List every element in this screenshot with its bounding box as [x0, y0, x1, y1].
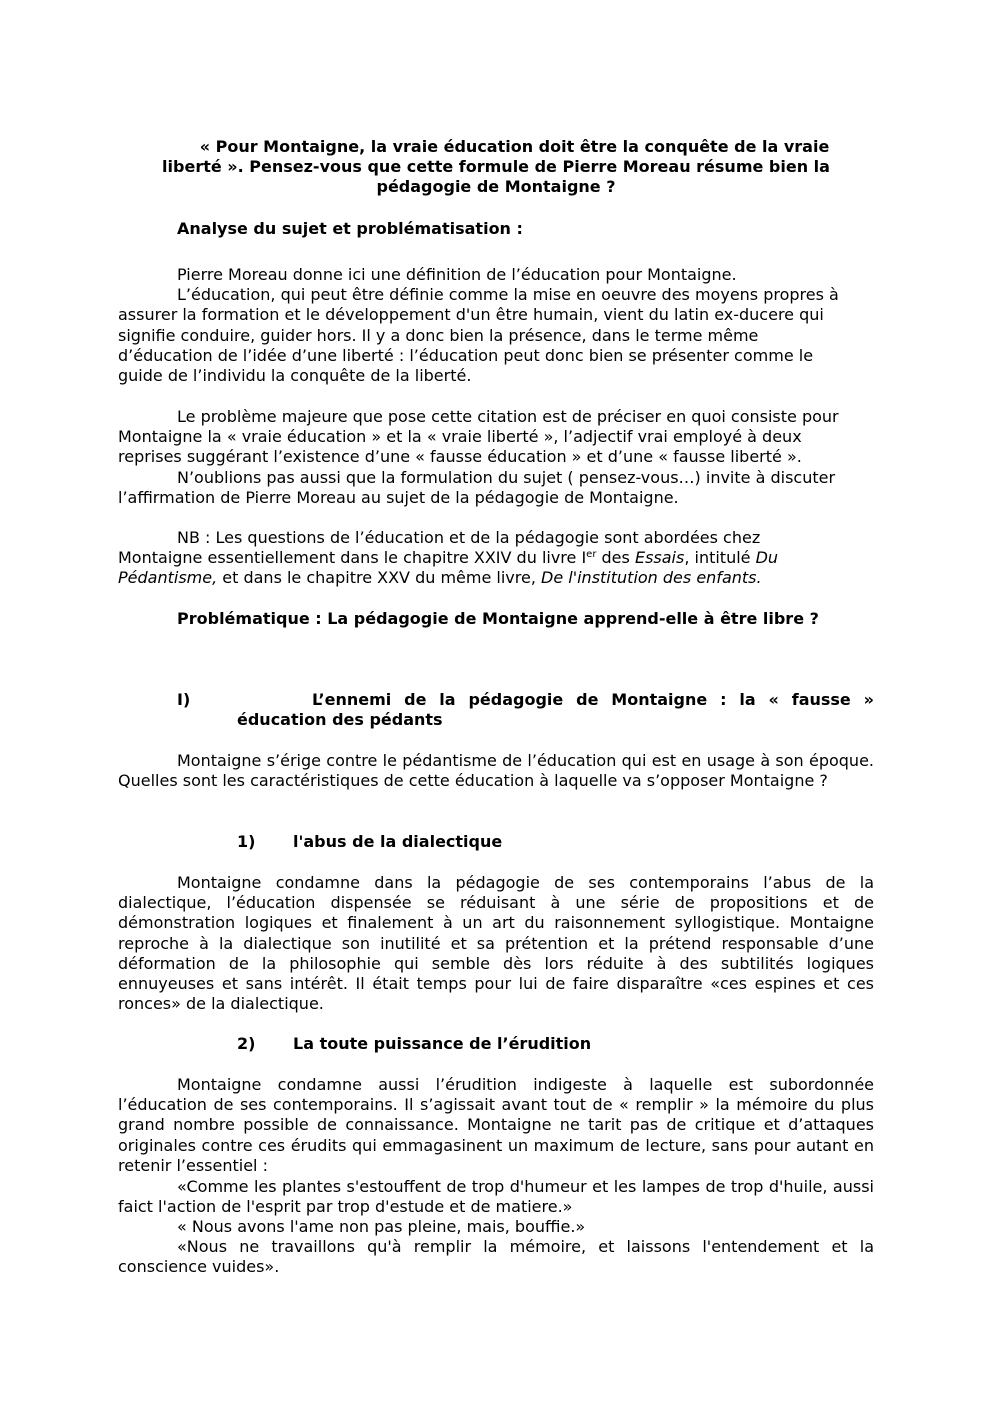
nb-chapter-title: De l'institution des enfants. — [541, 568, 762, 588]
quote-2: « Nous avons l'ame non pas pleine, mais, bouffie.» — [177, 1217, 586, 1236]
analysis-block — [118, 265, 874, 386]
nb-line — [118, 568, 874, 588]
title-line-3: pédagogie de Montaigne ? — [376, 177, 616, 197]
nb-text: des — [596, 548, 635, 568]
part1-number: I) — [177, 690, 191, 709]
nb-text: Montaigne essentiellement dans le chapitre XXIV du livre I — [118, 548, 587, 568]
nb-text: et dans le chapitre XXV du même livre, — [217, 568, 542, 588]
part1-title-line-1: L’ennemi de la pédagogie de Montaigne : la « fausse » — [312, 690, 874, 709]
subsection-2-number: 2) — [237, 1034, 256, 1053]
nb-essais-title: Essais — [634, 548, 685, 568]
part1-title — [237, 690, 874, 730]
essay-title — [118, 137, 874, 198]
analysis-line: Pierre Moreau donne ici une définition de l’éducation pour Montaigne. — [177, 265, 737, 284]
analysis-line: guide de l’individu la conquête de la liberté. — [118, 366, 472, 386]
analysis-line: assurer la formation et le développement d'un être humain, vient du latin ex-ducere qui — [118, 305, 824, 325]
problem-block — [118, 407, 874, 508]
nb-chapter-title: Du — [755, 548, 779, 568]
subsection-2-text: Montaigne condamne aussi l’érudition indigeste à laquelle est subordonnée l’éducation de ses contemporains. Il s’agissait avant tout de « remplir » la mémoire du plus grand nombre possible de connaissance. Montaigne ne tarit pas de critique et d’attaques originales contre ces érudits qui emmagasinent un maximum de lecture, sans pour autant en retenir l’essentiel : — [118, 1075, 874, 1175]
subsection-1-number: 1) — [237, 832, 256, 851]
title-line-1: « Pour Montaigne, la vraie éducation doit être la conquête de la vraie — [199, 137, 830, 156]
subsection-2-title: La toute puissance de l’érudition — [293, 1034, 592, 1053]
part1-title-line-2: éducation des pédants — [237, 710, 443, 730]
subsection-1-text: Montaigne condamne dans la pédagogie de ses contemporains l’abus de la dialectique, l’éducation dispensée se réduisant à une série de propositions et de démonstration logiques et finalement à un art du raisonnement syllogistique. Montaigne reproche à la dialectique son inutilité et sa prétention et la prétend responsable d’une déformation de la philosophie qui semble dès lors réduite à des subtilités logiques ennuyeuses et sans intérêt. Il était temps pour lui de faire disparaître «ces espines et ces ronces» de la dialectique. — [118, 873, 874, 1014]
analysis-line: L’éducation, qui peut être définie comme la mise en oeuvre des moyens propres à — [177, 285, 839, 305]
nb-superscript: er — [586, 549, 597, 561]
analysis-line: signifie conduire, guider hors. Il y a donc bien la présence, dans le terme même — [118, 325, 759, 345]
quote-3: «Nous ne travaillons qu'à remplir la mémoire, et laissons l'entendement et la conscience vuides». — [118, 1237, 874, 1277]
nb-line — [118, 548, 874, 568]
subsection-1-title: l'abus de la dialectique — [293, 832, 503, 851]
analysis-line: d’éducation de l’idée d’une liberté : l’éducation peut donc bien se présenter comme le — [118, 345, 814, 365]
problem-line: N’oublions pas aussi que la formulation du sujet ( pensez-vous…) invite à discuter — [177, 467, 836, 487]
problem-line: Le problème majeure que pose cette citation est de préciser en quoi consiste pour — [177, 407, 839, 426]
quote-1: «Comme les plantes s'estouffent de trop d'humeur et les lampes de trop d'huile, aussi faict l'action de l'esprit par trop d'estude et de matiere.» — [118, 1177, 874, 1217]
part1-intro: Montaigne s’érige contre le pédantisme de l’éducation qui est en usage à son époque. Quelles sont les caractéristiques de cette éducation à laquelle va s’opposer Montaigne ? — [118, 751, 874, 791]
nb-chapter-title: Pédantisme, — [118, 568, 218, 588]
problem-line: reprises suggérant l’existence d’une « fausse éducation » et d’une « fausse liberté ». — [118, 447, 802, 467]
problem-line: l’affirmation de Pierre Moreau au sujet de la pédagogie de Montaigne. — [118, 487, 679, 507]
title-line-2: liberté ». Pensez-vous que cette formule de Pierre Moreau résume bien la — [162, 157, 830, 177]
problematique: Problématique : La pédagogie de Montaigne apprend-elle à être libre ? — [177, 609, 819, 628]
nb-line: NB : Les questions de l’éducation et de la pédagogie sont abordées chez — [177, 528, 761, 547]
nb-text: , intitulé — [684, 548, 756, 568]
nb-block — [118, 528, 874, 589]
analysis-heading: Analyse du sujet et problématisation : — [177, 219, 523, 238]
problem-line: Montaigne la « vraie éducation » et la « vraie liberté », l’adjectif vrai employé à deux — [118, 427, 802, 447]
